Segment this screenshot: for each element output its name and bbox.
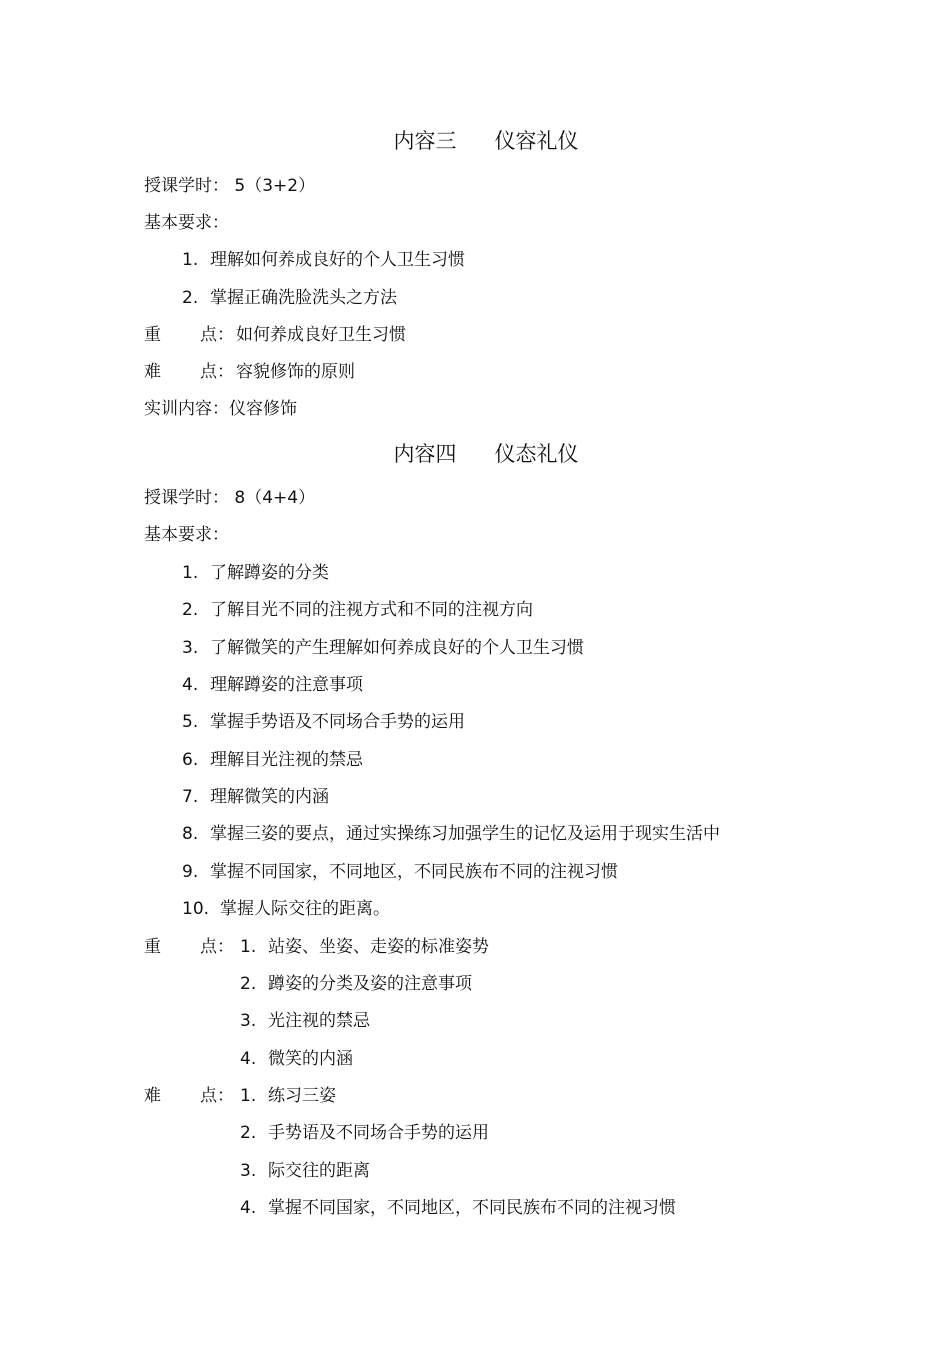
- section3-title-name: 仪容礼仪: [494, 129, 579, 153]
- list-item-text: 掌握三姿的要点，通过实操练习加强学生的记忆及运用于现实生活中: [210, 824, 720, 844]
- section4-title: [0, 440, 950, 468]
- list-item-text: 手势语及不同场合手势的运用: [268, 1123, 489, 1143]
- list-item-number: 9.: [182, 862, 199, 882]
- list-item-text: 了解微笑的产生理解如何养成良好的个人卫生习惯: [210, 638, 584, 658]
- list-item: [182, 710, 465, 734]
- diff-text: 容貌修饰的原则: [236, 362, 355, 382]
- list-item-number: 2.: [182, 288, 199, 308]
- list-item-number: 2.: [240, 1123, 257, 1143]
- list-item: [182, 286, 397, 310]
- hours-value: 8（4+4）: [234, 488, 316, 508]
- list-item: [240, 1159, 370, 1183]
- list-item: [240, 1121, 489, 1145]
- list-item-text: 掌握不同国家，不同地区，不同民族布不同的注视习惯: [210, 862, 618, 882]
- list-item: [240, 1196, 676, 1220]
- key-text: 如何养成良好卫生习惯: [236, 325, 406, 345]
- list-item-number: 10.: [182, 899, 210, 919]
- list-item: [182, 561, 329, 585]
- list-item: [182, 748, 363, 772]
- list-item-text: 了解目光不同的注视方式和不同的注视方向: [210, 600, 533, 620]
- section3-requirements-label: 基本要求：: [144, 213, 229, 233]
- hours-value: 5（3+2）: [234, 176, 316, 196]
- section3-practice: [144, 397, 297, 421]
- practice-text: 仪容修饰: [229, 399, 297, 419]
- list-item: [182, 897, 390, 921]
- section3-title: [0, 127, 950, 155]
- section3-hours: [144, 174, 315, 198]
- section4-key-point: [144, 935, 489, 959]
- diff-label-b: 点：: [200, 362, 234, 382]
- key-label-b: 点：: [200, 937, 234, 957]
- key-label-a: 重: [144, 325, 161, 345]
- section3-title-number: 内容三: [393, 129, 457, 153]
- list-item: [182, 860, 618, 884]
- list-item-number: 4.: [240, 1049, 257, 1069]
- list-item-number: 6.: [182, 750, 199, 770]
- diff-label-a: 难: [144, 1086, 161, 1106]
- list-item-text: 际交往的距离: [268, 1161, 370, 1181]
- list-item-number: 3.: [182, 638, 199, 658]
- list-item: [182, 822, 720, 846]
- list-item: [240, 972, 472, 996]
- list-item-number: 4.: [182, 675, 199, 695]
- section4-requirements-label: 基本要求：: [144, 525, 229, 545]
- list-item-text: 了解蹲姿的分类: [210, 563, 329, 583]
- list-item-number: 3.: [240, 1161, 257, 1181]
- list-item-text: 理解微笑的内涵: [210, 787, 329, 807]
- key-label-b: 点：: [200, 325, 234, 345]
- list-item-text: 蹲姿的分类及姿的注意事项: [268, 974, 472, 994]
- list-item: [240, 1047, 353, 1071]
- section4-title-number: 内容四: [393, 442, 457, 466]
- list-item: [182, 598, 533, 622]
- list-item: [182, 248, 465, 272]
- list-item: [182, 673, 363, 697]
- section3-key-point: [144, 323, 406, 347]
- list-item: [240, 1009, 370, 1033]
- list-item-text: 理解蹲姿的注意事项: [210, 675, 363, 695]
- section4-difficult-point: [144, 1084, 336, 1108]
- list-item-text: 练习三姿: [268, 1086, 336, 1106]
- list-item-number: 1.: [240, 1086, 257, 1106]
- list-item-text: 掌握不同国家，不同地区，不同民族布不同的注视习惯: [268, 1198, 676, 1218]
- list-item-number: 3.: [240, 1011, 257, 1031]
- list-item-number: 1.: [182, 250, 199, 270]
- list-item-text: 掌握手势语及不同场合手势的运用: [210, 712, 465, 732]
- list-item-number: 4.: [240, 1198, 257, 1218]
- list-item-text: 理解目光注视的禁忌: [210, 750, 363, 770]
- diff-label-b: 点：: [200, 1086, 234, 1106]
- list-item-number: 1.: [182, 563, 199, 583]
- list-item-number: 8.: [182, 824, 199, 844]
- diff-label-a: 难: [144, 362, 161, 382]
- section4-hours: [144, 486, 315, 510]
- section4-title-name: 仪态礼仪: [494, 442, 579, 466]
- list-item-text: 理解如何养成良好的个人卫生习惯: [210, 250, 465, 270]
- hours-label: 授课学时：: [144, 488, 229, 508]
- practice-label: 实训内容：: [144, 399, 229, 419]
- list-item-number: 2.: [240, 974, 257, 994]
- list-item: [182, 636, 584, 660]
- list-item-text: 掌握人际交往的距离。: [220, 899, 390, 919]
- list-item-number: 2.: [182, 600, 199, 620]
- list-item-number: 5.: [182, 712, 199, 732]
- list-item-text: 站姿、坐姿、走姿的标准姿势: [268, 937, 489, 957]
- list-item: [182, 785, 329, 809]
- list-item-number: 7.: [182, 787, 199, 807]
- list-item-text: 光注视的禁忌: [268, 1011, 370, 1031]
- list-item-text: 掌握正确洗脸洗头之方法: [210, 288, 397, 308]
- list-item-text: 微笑的内涵: [268, 1049, 353, 1069]
- key-label-a: 重: [144, 937, 161, 957]
- hours-label: 授课学时：: [144, 176, 229, 196]
- section3-difficult-point: [144, 360, 355, 384]
- list-item-number: 1.: [240, 937, 257, 957]
